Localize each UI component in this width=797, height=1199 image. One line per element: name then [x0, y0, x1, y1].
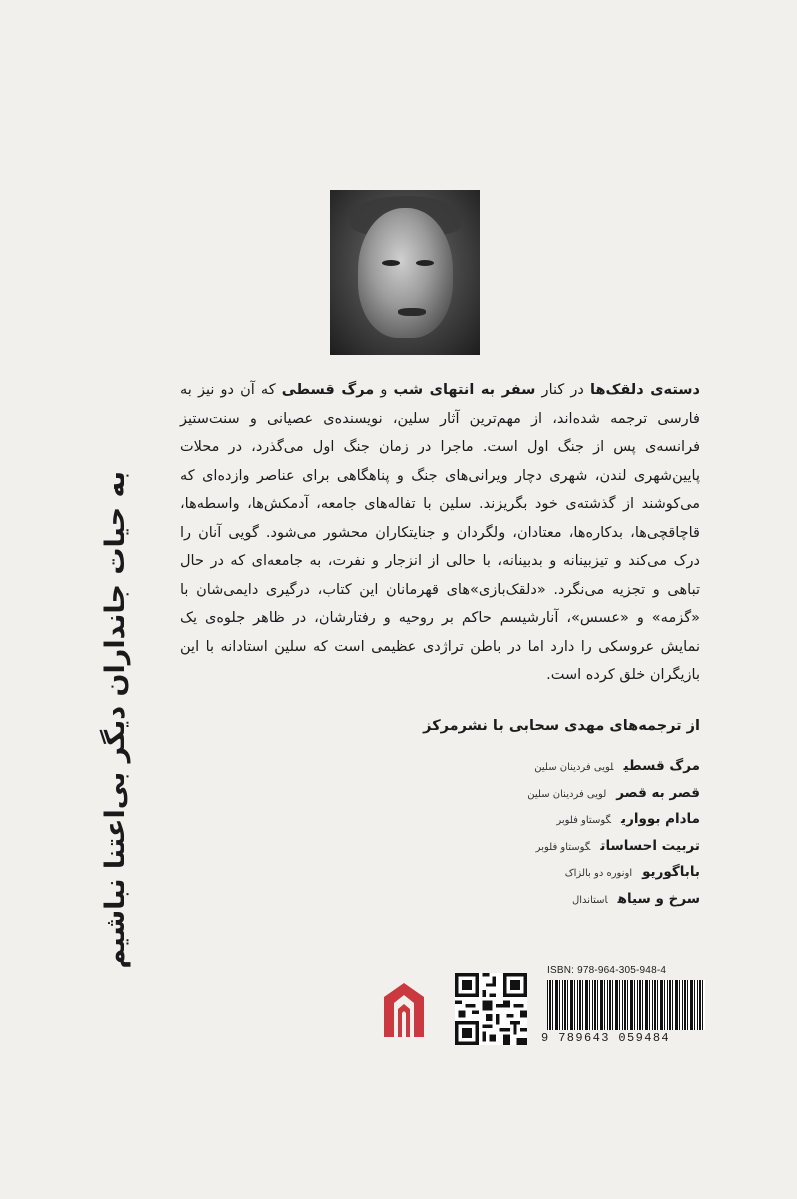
book-description: دسته‌ی دلقک‌ها در کنار سفر به انتهای شب و مرگ قسطی که آن دو نیز به فارسی ترجمه شده‌اند، از مهم‌ترین آثار سلین، نویسنده‌ی عصیانی و سنت‌ستیز فرانسه‌ی پس از جنگ اول است. ماجرا در زمان جنگ اول می‌گذرد، در محلات پایین‌شهری لندن، شهری دچار ویرانی‌های جنگ و پناهگاهی برای عناصر وازده‌ای که می‌کوشند از گذشته‌ی خود بگریزند. سلین با تفاله‌های جامعه، آدمکش‌ها، واسطه‌ها، قاچاقچی‌ها، بدکاره‌ها، معتادان، ولگردان و جنایتکاران محشور می‌شود. گویی آنان را درک می‌کند و تیزبینانه و بدبینانه، با حالی از انزجار و نفرت، به جامعه‌ای که در حال تباهی و تجزیه می‌نگرد. «دلقک‌بازی»های قهرمانان این کتاب، درگیری دایمی‌شان با «گزمه» و «عسس»، آنارشیسم حاکم بر روحیه و رفتارشان، در ظاهر جلوه‌ی یک نمایش عروسکی را دارد اما در باطن تراژدی عظیمی است که سلین استادانه با این بازیگران خلق کرده است. [180, 382, 700, 683]
barcode-number: 9 789643 059484 [541, 1031, 671, 1045]
book-title-death: مرگ قسطی [281, 382, 375, 398]
list-item: سرخ و سیاهاستاندال [572, 890, 700, 907]
isbn-block [455, 965, 705, 1045]
list-item: تربیت احساساتگوستاو فلوبر [535, 837, 700, 854]
publisher-logo [380, 975, 428, 1037]
barcode [547, 980, 705, 1030]
book-title-clowns: دسته‌ی دلقک‌ها [590, 382, 700, 398]
author-photo [330, 190, 480, 355]
spine-tagline [85, 420, 145, 1020]
translations-list [380, 752, 700, 911]
qr-code-icon [455, 973, 527, 1045]
translations-heading: از ترجمه‌های مهدی سحابی با نشرمرکز [423, 718, 700, 734]
list-item: باباگوریواونوره دو بالزاک [564, 864, 700, 880]
book-title-journey: سفر به انتهای شب [393, 382, 536, 398]
list-item: مادام بوواریگوستاو فلوبر [556, 811, 700, 827]
spine-text: به حیات جانداران دیگر بی‌اعتنا نباشیم [99, 471, 131, 969]
list-item: مرگ قسطیلویی فردینان سلین [534, 758, 700, 774]
description-text: که آن دو نیز به فارسی ترجمه شده‌اند، از مهم‌ترین آثار سلین، نویسنده‌ی عصیانی و سنت‌ستیز فرانسه‌ی پس از جنگ اول است. ماجرا در زمان جنگ اول می‌گذرد، در محلات پایین‌شهری لندن، شهری دچار ویرانی‌های جنگ و پناهگاهی برای عناصر وازده‌ای که می‌کوشند از گذشته‌ی خود بگریزند. سلین با تفاله‌های جامعه، آدمکش‌ها، واسطه‌ها، قاچاقچی‌ها، بدکاره‌ها، معتادان، ولگردان و جنایتکاران محشور می‌شود. گویی آنان را درک می‌کند و تیزبینانه و بدبینانه، با حالی از انزجار و نفرت، به جامعه‌ای که در حال تباهی و تجزیه می‌نگرد. «دلقک‌بازی»های قهرمانان این کتاب، درگیری دایمی‌شان با «گزمه» و «عسس»، آنارشیسم حاکم بر روحیه و رفتارشان، در ظاهر جلوه‌ی یک نمایش عروسکی را دارد اما در باطن تراژدی عظیمی است که سلین استادانه با این بازیگران خلق کرده است. [180, 382, 700, 683]
isbn-number: ISBN: 978-964-305-948-4 [547, 965, 667, 976]
list-item: قصر به قصرلویی فردینان سلین [527, 784, 700, 801]
